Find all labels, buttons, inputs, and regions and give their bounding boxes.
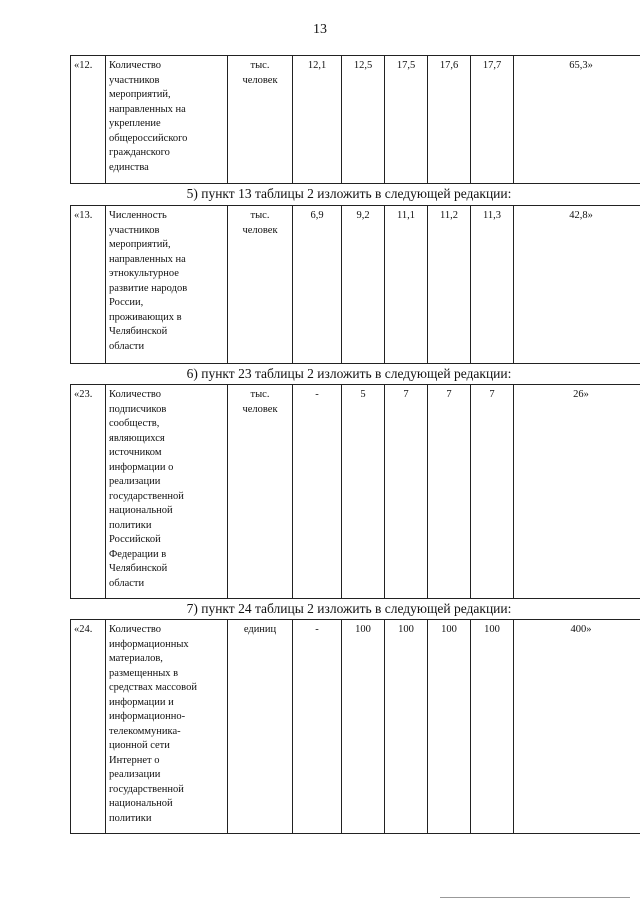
value-cell: 100	[342, 620, 385, 834]
footer-divider	[440, 897, 630, 898]
row-number: «24.	[71, 620, 106, 834]
table-row	[71, 620, 640, 834]
table-row	[71, 56, 640, 184]
value-cell: 11,2	[428, 206, 471, 364]
table-block-13	[70, 205, 628, 364]
row-number: «13.	[71, 206, 106, 364]
unit-cell: тыс. человек	[242, 210, 278, 236]
unit-cell: тыс. человек	[242, 60, 278, 86]
value-cell: 7	[385, 385, 428, 599]
total-cell: 65,3»	[514, 56, 640, 184]
total-cell: 400»	[514, 620, 640, 834]
value-cell: 9,2	[342, 206, 385, 364]
indicator-name: Численность участников мероприятий, направленных на этнокультурное развитие народов России, проживающих в Челябинской области	[109, 210, 188, 352]
indicator-table	[70, 205, 640, 364]
page-number: 13	[313, 22, 327, 37]
unit-cell: единиц	[243, 624, 277, 635]
value-cell: 17,7	[471, 56, 514, 184]
value-cell: 11,1	[385, 206, 428, 364]
value-cell: 5	[342, 385, 385, 599]
unit-cell: тыс. человек	[242, 389, 278, 415]
section-heading: 6) пункт 23 таблицы 2 изложить в следующей редакции:	[186, 366, 512, 381]
table-row	[71, 385, 640, 599]
table-row	[71, 206, 640, 364]
indicator-table	[70, 619, 640, 834]
row-number: «12.	[71, 56, 106, 184]
value-cell: 11,3	[471, 206, 514, 364]
value-cell: -	[293, 620, 342, 834]
indicator-name: Количество подписчиков сообществ, являющихся источником информации о реализации государственной национальной политики Российской Федерации в Челябинской области	[109, 389, 184, 589]
value-cell: 12,1	[293, 56, 342, 184]
indicator-name: Количество информационных материалов, размещенных в средствах массовой информации и информационно- телекоммуника- ционной сети Интернет о реализации государственной национальной политики	[109, 624, 197, 824]
indicator-table	[70, 384, 640, 599]
indicator-name: Количество участников мероприятий, направленных на укрепление общероссийского гражданского единства	[109, 60, 188, 173]
value-cell: 7	[428, 385, 471, 599]
section-heading: 5) пункт 13 таблицы 2 изложить в следующей редакции:	[186, 186, 512, 201]
total-cell: 26»	[514, 385, 640, 599]
value-cell: 7	[471, 385, 514, 599]
row-number: «23.	[71, 385, 106, 599]
value-cell: 17,6	[428, 56, 471, 184]
table-block-12	[70, 55, 628, 184]
value-cell: 100	[385, 620, 428, 834]
indicator-table	[70, 55, 640, 184]
total-cell: 42,8»	[514, 206, 640, 364]
value-cell: 6,9	[293, 206, 342, 364]
value-cell: 100	[471, 620, 514, 834]
section-heading: 7) пункт 24 таблицы 2 изложить в следующей редакции:	[186, 601, 512, 616]
value-cell: 12,5	[342, 56, 385, 184]
value-cell: 100	[428, 620, 471, 834]
value-cell: 17,5	[385, 56, 428, 184]
value-cell: -	[293, 385, 342, 599]
table-block-24	[70, 619, 628, 834]
table-block-23	[70, 384, 628, 599]
